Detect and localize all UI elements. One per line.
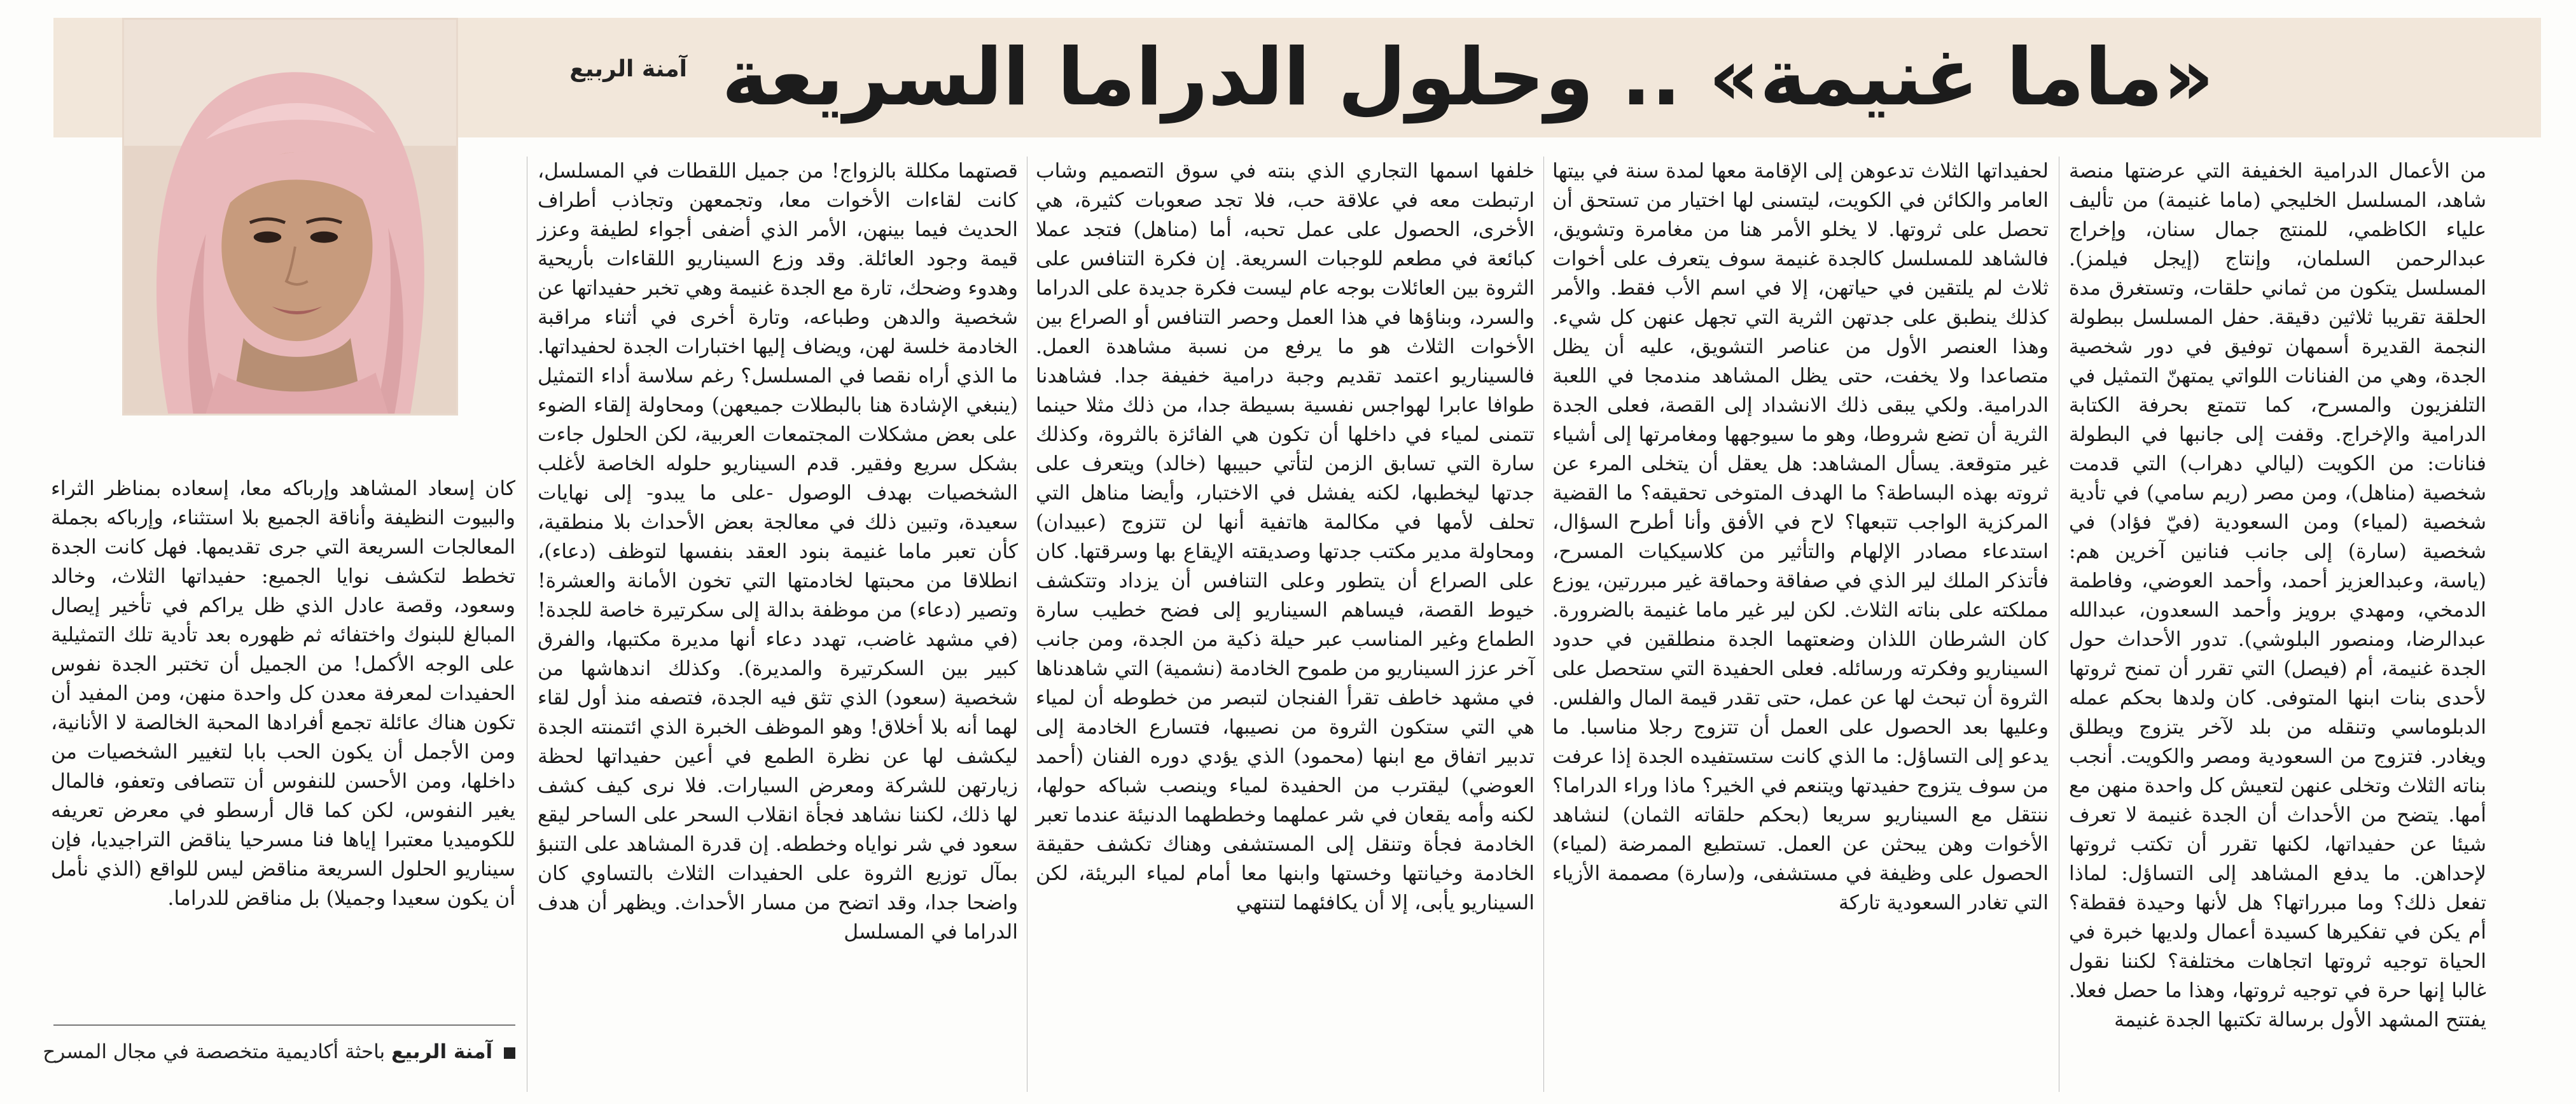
article-byline: آمنة الربيع (569, 56, 687, 82)
column-text: كان إسعاد المشاهد وإرباكه معا، إسعاده بمناظر الثراء والبيوت النظيفة وأناقة الجميع بلا استثناء، وإرباكه بجملة المعالجات السريعة التي جرى تقديمها. فهل كانت الجدة تخطط لتكشف نوايا الجميع: حفيداتها الثلاث، وخالد وسعود، وقصة عادل الذي ظل يراكم في تأخير إيصال المبالغ للبنوك واختفائه ثم ظهوره بعد تأدية تلك التمثيلية على الوجه الأكمل! من الجميل أن تختبر الجدة نفوس الحفيدات لمعرفة معدن كل واحدة منهن، ومن المفيد أن تكون هناك عائلة تجمع أفرادها المحبة الخالصة لا الأنانية، ومن الأجمل أن يكون الحب بابا لتغيير الشخصيات من داخلها، ومن الأحسن للنفوس أن تتصافى وتعفو، فالمال يغير النفوس، لكن كما قال أرسطو في معرض تعريفه للكوميديا معتبرا إياها فنا مسرحيا يناقض التراجيديا، فإن سيناريو الحلول السريعة مناقض ليس للواقع (الذي نأمل أن يكون سعيدا وجميلا) بل مناقض للدراما. (51, 477, 515, 910)
article-column-3 (1036, 157, 1535, 1092)
article-column-2 (1552, 157, 2049, 1092)
author-bio (43, 1036, 515, 1072)
column-text: من الأعمال الدرامية الخفيفة التي عرضتها منصة شاهد، المسلسل الخليجي (ماما غنيمة) من تأليف علياء الكاظمي، للمنتج جمال سنان، وإخراج عبدالرحمن السلمان، وإنتاج (إيجل فيلمز). المسلسل يتكون من ثماني حلقات، وتستغرق مدة الحلقة تقريبا ثلاثين دقيقة. حفل المسلسل ببطولة النجمة القديرة أسمهان توفيق في دور شخصية الجدة، وهي من الفنانات اللواتي يمتهنّ التمثيل في التلفزيون والمسرح، كما تتمتع بحرفة الكتابة الدرامية والإخراج. وقفت إلى جانبها في البطولة فنانات: من الكويت (ليالي دهراب) التي قدمت شخصية (مناهل)، ومن مصر (ريم سامي) في تأدية شخصية (لمياء) ومن السعودية (فيّ فؤاد) في شخصية (سارة) إلى جانب فنانين آخرين هم: (ياسة، وعبدالعزيز أحمد، وأحمد العوضي، وفاطمة الدمخي، ومهدي برويز وأحمد السعدون، عبدالله عبدالرضا، ومنصور البلوشي). تدور الأحداث حول الجدة غنيمة، أم (فيصل) التي تقرر أن تمنح ثروتها لأحدى بنات ابنها المتوفى. كان ولدها بحكم عمله الدبلوماسي وتنقله من بلد لآخر يتزوج ويطلق ويغادر. فتزوج من السعودية ومصر والكويت. أنجب بناته الثلاث وتخلى عنهن لتعيش كل واحدة منهن مع أمها. يتضح من الأحداث أن الجدة غنيمة لا تعرف شيئا عن حفيداتها، لكنها تقرر أن تكتب ثروتها لإحداهن. ما يدفع المشاهد إلى التساؤل: لماذا تفعل ذلك؟ وما مبرراتها؟ هل لأنها وحيدة فقطة؟ أم يكن في تفكيرها كسيدة أعمال ولديها خبرة في الحياة توجيه ثروتها اتجاهات مختلفة؟ لكننا نقول غالبا إنها حرة في توجيه ثروتها، وهذا ما حصل فعلا. يفتتح المشهد الأول برسالة تكتبها الجدة غنيمة (2069, 160, 2486, 1031)
column-text: لحفيداتها الثلاث تدعوهن إلى الإقامة معها لمدة سنة في بيتها العامر والكائن في الكويت، ليتسنى لها اختيار من تستحق أن تحصل على ثروتها. لا يخلو الأمر هنا من مغامرة وتشويق، فالشاهد للمسلسل كالجدة غنيمة سوف يتعرف على أخوات ثلاث لم يلتقين في حياتهن، إلا في اسم الأب فقط. والأمر كذلك ينطبق على جدتهن الثرية التي تجهل عنهن كل شيء. وهذا العنصر الأول من عناصر التشويق، عليه أن يظل متصاعدا ولا يخفت، حتى يظل المشاهد مندمجا في اللعبة الدرامية. ولكي يبقى ذلك الانشداد إلى القصة، فعلى الجدة الثرية أن تضع شروطا، وهو ما سيوجهها ومغامرتها إلى أشياء غير متوقعة. يسأل المشاهد: هل يعقل أن يتخلى المرء عن ثروته بهذه البساطة؟ ما الهدف المتوخى تحقيقه؟ ما القضية المركزية الواجب تتبعها؟ لاح في الأفق وأنا أطرح السؤال، استدعاء مصادر الإلهام والتأثير من كلاسيكيات المسرح، فأتذكر الملك لير الذي في صفاقة وحماقة غير مبررتين، يوزع مملكته على بناته الثلاث. لكن لير غير ماما غنيمة بالضرورة. كان الشرطان اللذان وضعتهما الجدة منطلقين في حدود السيناريو وفكرته ورسائله. فعلى الحفيدة التي ستحصل على الثروة أن تبحث لها عن عمل، حتى تقدر قيمة المال والفلس. وعليها بعد الحصول على العمل أن تتزوج رجلا مناسبا. ما يدعو إلى التساؤل: ما الذي كانت ستستفيده الجدة إذا عرفت من سوف يتزوج حفيدتها ويتنعم في الخير؟ ماذا وراء الدراما؟ ننتقل مع السيناريو سريعا (بحكم حلقاته الثمان) لنشاهد الأخوات وهن يبحثن عن العمل. تستطيع الممرضة (لمياء) الحصول على وظيفة في مستشفى، و(سارة) مصممة الأزياء التي تغادر السعودية تاركة (1552, 160, 2049, 914)
article-column-1 (2069, 157, 2486, 1092)
author-portrait-icon (124, 20, 456, 414)
author-bio-title: باحثة أكاديمية متخصصة في مجال المسرح (43, 1040, 386, 1063)
article-headline: «ماما غنيمة» .. وحلول الدراما السريعة (721, 32, 2214, 123)
column-text: خلفها اسمها التجاري الذي بنته في سوق التصميم وشاب ارتبطت معه في علاقة حب، فلا تجد صعوبات كثيرة، هي الأخرى، الحصول على عمل تحبه، أما (مناهل) فتجد عملا كبائعة في مطعم للوجبات السريعة. إن فكرة التنافس على الثروة بين العائلات بوجه عام ليست فكرة جديدة على الدراما والسرد، وبناؤها في هذا العمل وحصر التنافس أو الصراع بين الأخوات الثلاث هو ما يرفع من نسبة مشاهدة العمل. فالسيناريو اعتمد تقديم وجبة درامية خفيفة جدا. فشاهدنا طوافا عابرا لهواجس نفسية بسيطة جدا، من ذلك مثلا حينما تتمنى لمياء في داخلها أن تكون هي الفائزة بالثروة، وكذلك سارة التي تسابق الزمن لتأتي حبيبها (خالد) ويتعرف على جدتها ليخطبها، لكنه يفشل في الاختبار، وأيضا مناهل التي تحلف لأمها في مكالمة هاتفية أنها لن تتزوج (عبيدان) ومحاولة مدير مكتب جدتها وصديقته الإيقاع بها وسرقتها. كان على الصراع أن يتطور وعلى التنافس أن يزداد وتتكشف خيوط القصة، فيساهم السيناريو إلى فضح خطيب سارة الطماع وغير المناسب عبر حيلة ذكية من الجدة، ومن جانب آخر عزز السيناريو من طموح الخادمة (نشمية) التي شاهدناها في مشهد خاطف تقرأ الفنجان لتبصر من خطوطه أن لمياء هي التي ستكون الثروة من نصيبها، فتسارع الخادمة إلى تدبير اتفاق مع ابنها (محمود) الذي يؤدي دوره الفنان (أحمد العوضي) ليقترب من الحفيدة لمياء وينصب شباكه حولها، لكنه وأمه يقعان في شر عملهما وخططهما الدنيئة عندما تعبر الخادمة فجأة وتنقل إلى المستشفى وهناك تكشف حقيقة الخادمة وخيانتها وخستها وابنها معا أمام لمياء البريئة، لكن السيناريو يأبى، إلا أن يكافئهما لتنتهي (1036, 160, 1535, 914)
column-text: قصتهما مكللة بالزواج! من جميل اللقطات في المسلسل، كانت لقاءات الأخوات معا، وتجمعهن وتجاذب أطراف الحديث فيما بينهن، الأمر الذي أضفى أجواء لطيفة وعزز قيمة وجود العائلة. وقد وزع السيناريو اللقاءات بأريحية وهدوء وضحك، تارة مع الجدة غنيمة وهي تخبر حفيداتها عن شخصية والدهن وطباعه، وتارة أخرى في أثناء مراقبة الخادمة خلسة لهن، ويضاف إليها اختبارات الجدة لحفيداتها. ما الذي أراه نقصا في المسلسل؟ رغم سلاسة أداء التمثيل (ينبغي الإشادة هنا بالبطلات جميعهن) ومحاولة إلقاء الضوء على بعض مشكلات المجتمعات العربية، لكن الحلول جاءت بشكل سريع وفقير. قدم السيناريو حلوله الخاصة لأغلب الشخصيات بهدف الوصول -على ما يبدو- إلى نهايات سعيدة، وتبين ذلك في معالجة بعض الأحداث بلا منطقية، كأن تعبر ماما غنيمة بنود العقد بنفسها لتوظف (دعاء)، انطلاقا من محبتها لخادمتها التي تخون الأمانة والعشرة! وتصير (دعاء) من موظفة بدالة إلى سكرتيرة خاصة للجدة! (في مشهد غاضب، تهدد دعاء أنها مديرة مكتبها، والفرق كبير بين السكرتيرة والمديرة). وكذلك اندهاشها من شخصية (سعود) الذي تثق فيه الجدة، فتصفه منذ أول لقاء لهما أنه بلا أخلاق! وهو الموظف الخبرة الذي ائتمنته الجدة ليكشف لها عن نظرة الطمع في أعين حفيداتها لحظة زيارتهن للشركة ومعرض السيارات. فلا نرى كيف كشف لها ذلك، لكننا نشاهد فجأة انقلاب السحر على الساحر ليقع سعود في شر نواياه وخططه. إن قدرة المشاهد على التنبؤ بمآل توزيع الثروة على الحفيدات الثلاث بالتساوي كان واضحا جدا، وقد اتضح من مسار الأحداث. ويظهر أن هدف الدراما في المسلسل (538, 160, 1018, 944)
author-photo (122, 18, 458, 416)
bullet-square-icon (504, 1047, 515, 1059)
bio-divider (53, 1024, 515, 1026)
author-bio-name: آمنة الربيع (391, 1040, 493, 1063)
article-column-5 (51, 474, 515, 1028)
article-column-4 (538, 157, 1018, 1092)
column-divider (1543, 157, 1544, 1092)
